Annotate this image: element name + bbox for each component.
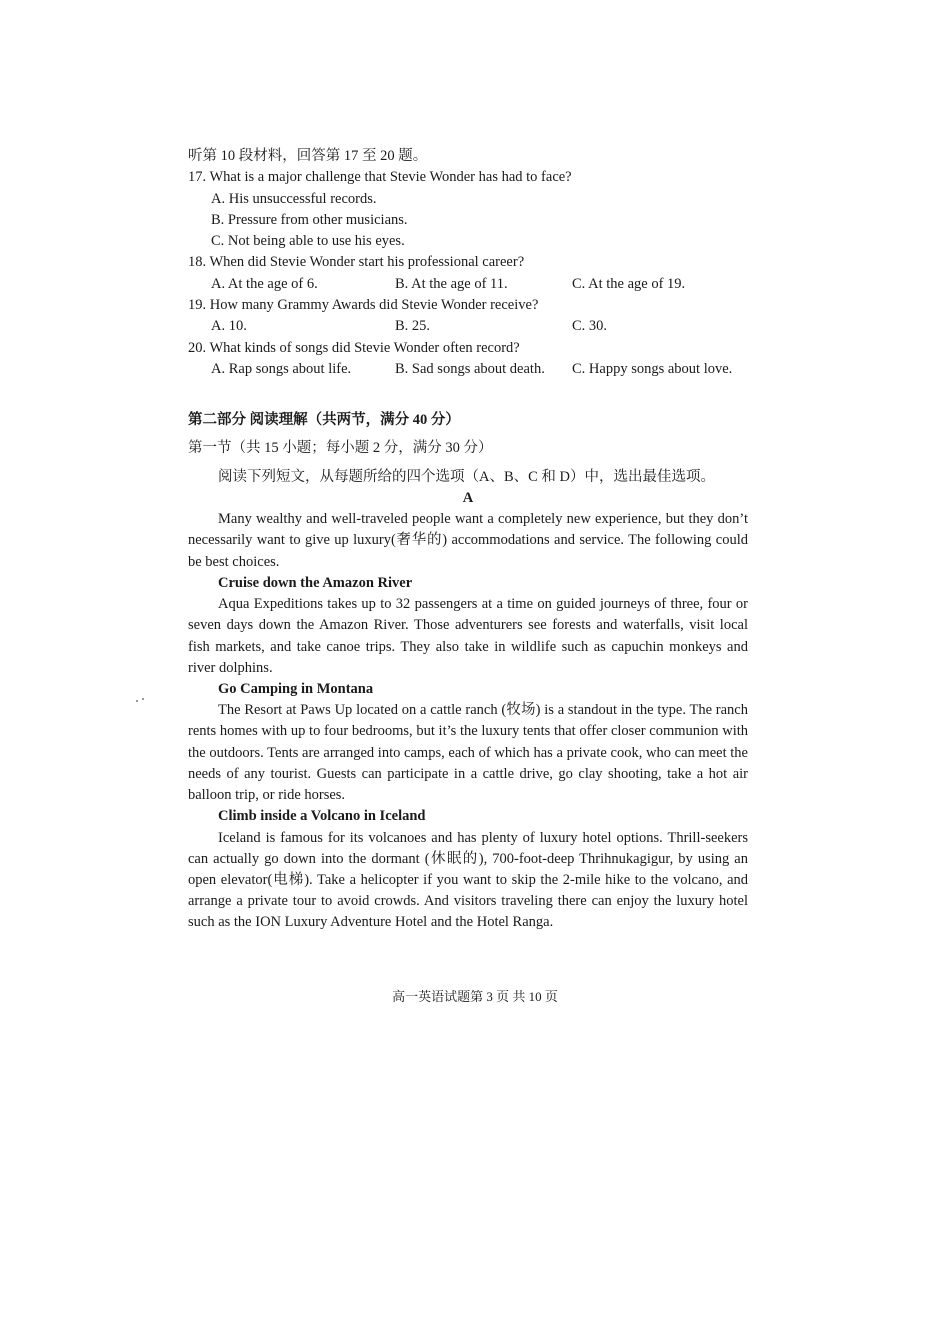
question-20-stem: 20. What kinds of songs did Stevie Wonder often record? <box>188 339 520 356</box>
part-title: 第二部分 阅读理解（共两节，满分 40 分） <box>188 412 460 428</box>
question-19-option-b: B. 25. <box>395 318 431 335</box>
listening-intro: 听第 10 段材料，回答第 17 至 20 题。 <box>188 148 428 164</box>
question-18-options <box>188 274 748 295</box>
listening-section <box>188 146 748 380</box>
scan-speck <box>142 698 144 700</box>
question-19-stem: 19. How many Grammy Awards did Stevie Wonder receive? <box>188 297 539 314</box>
passage-label: A <box>462 489 474 506</box>
page-footer: 高一英语试题第 3 页 共 10 页 <box>392 989 558 1004</box>
question-17-option-b: B. Pressure from other musicians. <box>211 211 408 228</box>
passage-intro-paragraph: Many wealthy and well-traveled people want a completely new experience, but they don’t necessarily want to give up luxury(奢华的) accommodations and service. The following could be best choices. <box>188 511 748 570</box>
question-17-option-c: C. Not being able to use his eyes. <box>211 233 405 250</box>
question-17-stem: 17. What is a major challenge that Stevie Wonder has had to face? <box>188 169 572 186</box>
paragraph-amazon: Aqua Expeditions takes up to 32 passengers at a time on guided journeys of three, four or seven days down the Amazon River. Those adventurers see forests and waterfalls, visit local fish markets, and take canoe trips. They also take in wildlife such as capuchin monkeys and river dolphins. <box>188 596 748 676</box>
section-title: 第一节（共 15 小题；每小题 2 分，满分 30 分） <box>188 440 493 457</box>
paragraph-montana: The Resort at Paws Up located on a cattle ranch (牧场) is a standout in the type. The ranch rents homes with up to four bedrooms, but it’s the luxury tents that offer closer communion with the outdoors. Tents are arranged into camps, each of which has a private cook, who can meet the needs of any tourist. Guests can participate in a cattle drive, go clay shooting, take a hot air balloon trip, or ride horses. <box>188 702 748 804</box>
heading-amazon: Cruise down the Amazon River <box>218 574 413 591</box>
paragraph-iceland: Iceland is famous for its volcanoes and has plenty of luxury hotel options. Thrill-seekers can actually go down into the dormant (休眠的), 700-foot-deep Thrihnukagigur, by using an open elevator(电梯). Take a helicopter if you want to skip the 2-mile hike to the volcano, and arrange a private tour to avoid crowds. And visitors traveling there can enjoy the luxury hotel such as the ION Luxury Adventure Hotel and the Hotel Ranga. <box>188 829 748 931</box>
question-18-option-b: B. At the age of 11. <box>395 275 508 292</box>
question-18-option-c: C. At the age of 19. <box>572 275 686 292</box>
instruction: 阅读下列短文，从每题所给的四个选项（A、B、C 和 D）中，选出最佳选项。 <box>218 468 716 485</box>
question-18-option-a: A. At the age of 6. <box>211 275 318 292</box>
heading-montana: Go Camping in Montana <box>218 680 374 697</box>
question-17-option-a: A. His unsuccessful records. <box>211 190 377 207</box>
question-19-options <box>188 316 748 337</box>
heading-iceland: Climb inside a Volcano in Iceland <box>218 808 426 825</box>
question-20-option-b: B. Sad songs about death. <box>395 360 545 377</box>
scan-speck <box>136 700 138 702</box>
question-20-option-c: C. Happy songs about love. <box>572 360 733 377</box>
question-18-stem: 18. When did Stevie Wonder start his professional career? <box>188 254 525 271</box>
question-20-option-a: A. Rap songs about life. <box>211 360 352 377</box>
question-19-option-c: C. 30. <box>572 318 608 335</box>
question-20-options <box>188 359 748 380</box>
question-19-option-a: A. 10. <box>211 318 247 335</box>
reading-section <box>188 410 748 934</box>
